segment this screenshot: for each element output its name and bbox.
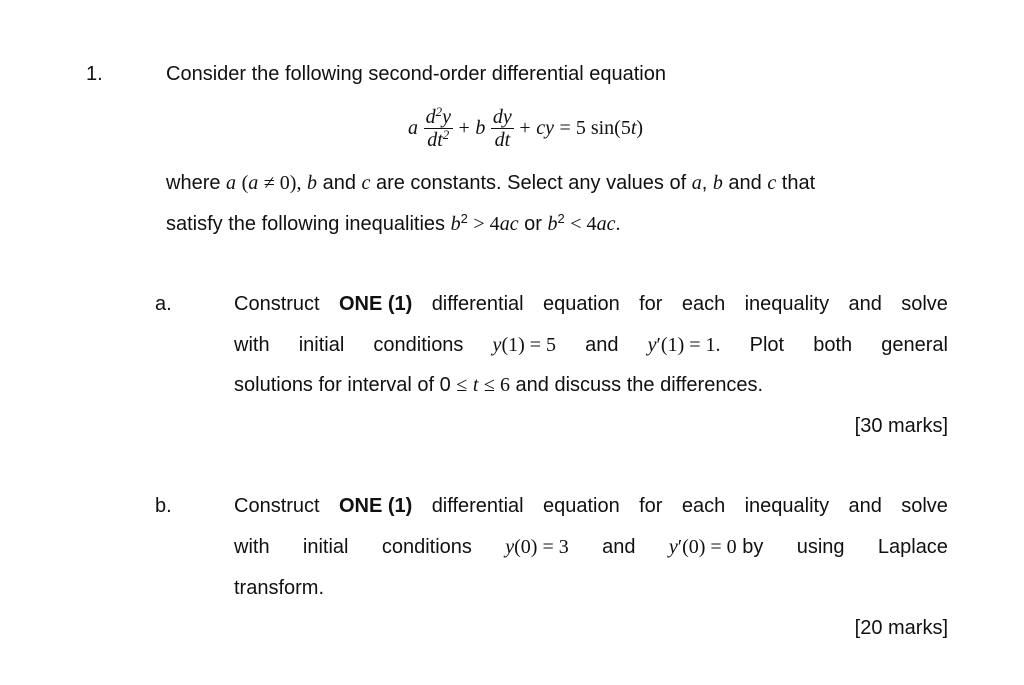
part-a-line-1: Construct ONE (1) differential equation for each inequality and solve: [234, 293, 948, 315]
condition-line-1: where a (a ≠ 0), b and c are constants. Select any values of a, b and c that: [166, 172, 816, 194]
part-a-marks: [30 marks]: [854, 415, 948, 437]
differential-equation: a $\frac{d^2y}{dt^2}$ + b $\frac{dy}{dt}$ + cy = 5 sin(5t): [408, 104, 644, 151]
question-intro: Consider the following second-order differential equation: [166, 63, 666, 85]
part-a-label: a.: [155, 293, 172, 315]
part-a-line-2: with initial conditions y(1) = 5 and y′(1) = 1. Plot both general: [234, 334, 948, 356]
condition-line-2: satisfy the following inequalities $b^2 > 4ac$ or $b^2 < 4ac$.: [166, 211, 621, 235]
part-b-line-3: transform.: [234, 577, 325, 599]
part-b-label: b.: [155, 495, 172, 517]
question-number: 1.: [86, 63, 103, 85]
part-b-line-1: Construct ONE (1) differential equation for each inequality and solve: [234, 495, 948, 517]
part-b-marks: [20 marks]: [854, 617, 948, 639]
part-a-line-3: solutions for interval of 0 ≤ t ≤ 6 and discuss the differences.: [234, 374, 764, 396]
part-b-line-2: with initial conditions y(0) = 3 and y′(0) = 0 by using Laplace: [234, 536, 948, 558]
